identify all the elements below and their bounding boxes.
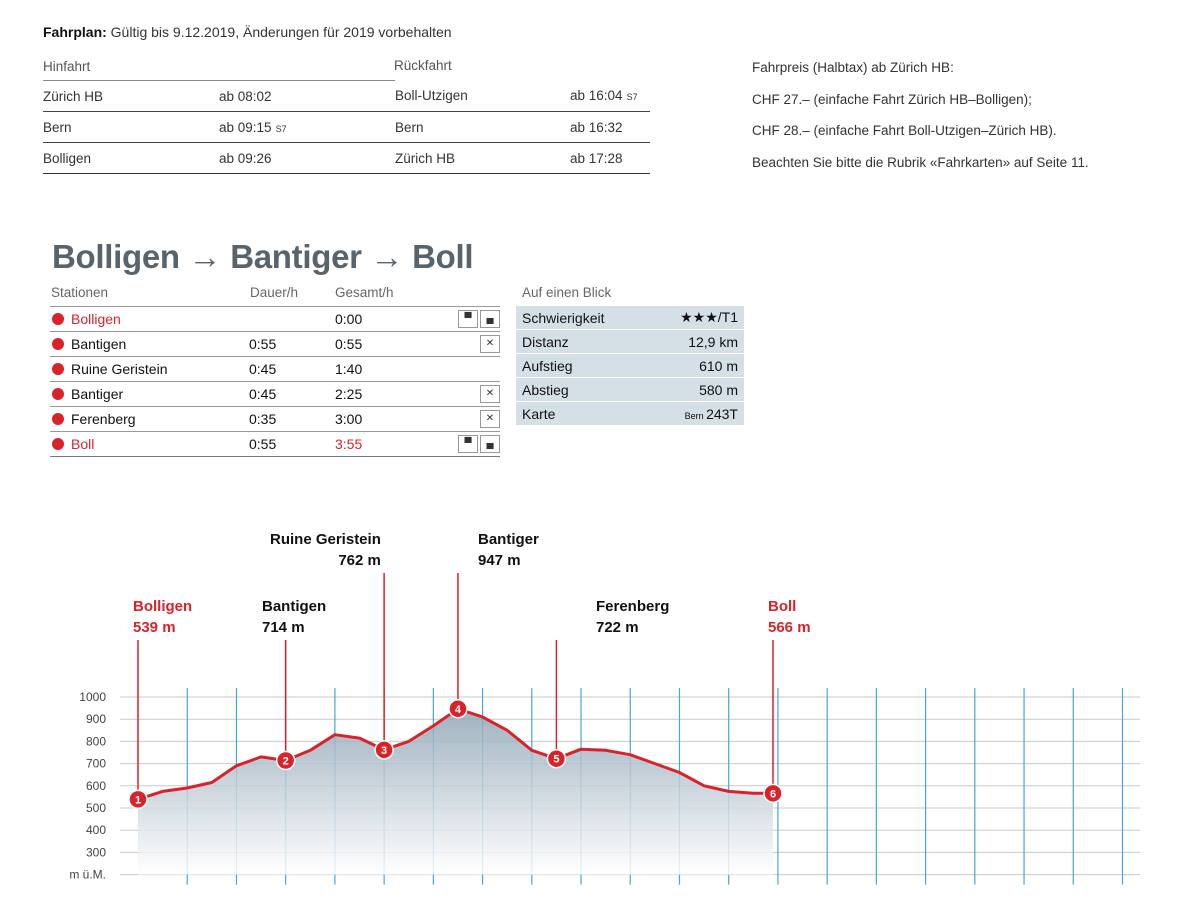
price-info — [752, 52, 1089, 178]
station-name: Ruine Geristein — [71, 361, 168, 377]
station-name-cell — [50, 307, 249, 332]
station-cell: Bern — [395, 112, 570, 143]
price-line: CHF 28.– (einfache Fahrt Boll-Utzigen–Zürich HB). — [752, 123, 1057, 138]
waypoint-number: 4 — [454, 703, 462, 716]
stations-table — [50, 306, 500, 457]
bus-icon: ▀ — [458, 310, 478, 328]
y-tick-label: 800 — [85, 734, 106, 749]
waypoint-elevation: 539 m — [133, 619, 176, 636]
waypoint-elevation: 947 m — [478, 552, 521, 569]
glance-row — [516, 306, 744, 330]
glance-label: Aufstieg — [516, 354, 647, 378]
train-icon: ▄ — [480, 435, 500, 453]
station-name: Bantigen — [71, 336, 127, 352]
glance-value: ★★★/T1 — [647, 306, 744, 330]
station-number-badge — [52, 313, 64, 325]
waypoint-name: Ruine Geristein — [270, 531, 381, 548]
time-cell: ab 16:04 S7 — [570, 81, 650, 112]
outbound-table — [43, 52, 650, 174]
y-tick-label: 300 — [85, 845, 106, 860]
station-name-cell — [50, 382, 249, 407]
glance-value-prefix: Bern — [684, 410, 707, 421]
duration-cell: 0:45 — [249, 382, 335, 407]
waypoint-number: 3 — [381, 744, 388, 757]
duration-cell: 0:35 — [249, 407, 335, 432]
station-number-badge — [52, 363, 64, 375]
outbound-header: Hinfahrt — [43, 52, 395, 81]
amenity-icons — [450, 432, 500, 457]
restaurant-icon: ✕ — [480, 385, 500, 403]
waypoint-number: 5 — [553, 753, 560, 766]
time-cell: ab 09:26 — [219, 143, 395, 174]
return-header: Rückfahrt — [394, 58, 452, 73]
glance-row — [516, 402, 744, 426]
glance-value: 610 m — [647, 354, 744, 378]
station-name-cell — [50, 407, 249, 432]
amenity-icons — [450, 332, 500, 357]
amenity-icons — [450, 382, 500, 407]
y-unit-label: m ü.M. — [69, 867, 106, 882]
waypoint-elevation: 722 m — [596, 619, 639, 636]
glance-row — [516, 330, 744, 354]
y-tick-label: 600 — [85, 778, 106, 793]
waypoint-name: Bolligen — [133, 598, 193, 615]
waypoint-name: Bantigen — [262, 598, 327, 615]
amenity-icons — [450, 307, 500, 332]
y-tick-label: 1000 — [79, 690, 106, 704]
glance-label: Distanz — [516, 330, 647, 354]
route-title: Bolligen → Bantiger → Boll — [52, 238, 474, 275]
station-number-badge — [52, 413, 64, 425]
time-cell: ab 09:15 S7 — [219, 112, 395, 143]
total-cell: 3:00 — [335, 407, 450, 432]
glance-row — [516, 378, 744, 402]
waypoint-name: Ferenberg — [596, 598, 670, 615]
time-cell: ab 16:32 — [570, 112, 650, 143]
stations-header: Stationen — [51, 285, 109, 300]
waypoint-label — [768, 596, 811, 638]
glance-table — [516, 306, 744, 426]
station-name: Boll — [71, 436, 95, 452]
duration-header: Dauer/h — [250, 285, 299, 300]
waypoint-elevation: 566 m — [768, 619, 811, 636]
waypoint-label — [262, 596, 326, 638]
duration-cell — [249, 307, 335, 332]
waypoint-name: Bantiger — [478, 531, 539, 548]
station-row — [50, 432, 500, 457]
y-tick-label: 400 — [85, 823, 106, 838]
train-icon: ▄ — [480, 310, 500, 328]
station-number-badge — [52, 338, 64, 350]
station-cell: Zürich HB — [43, 81, 219, 112]
waypoint-name: Boll — [768, 598, 797, 615]
amenity-icons — [450, 407, 500, 432]
total-cell: 0:00 — [335, 307, 450, 332]
station-number-badge — [52, 438, 64, 450]
y-tick-label: 700 — [85, 756, 106, 771]
price-line: CHF 27.– (einfache Fahrt Zürich HB–Bolligen); — [752, 91, 1032, 107]
station-row — [50, 332, 500, 357]
station-cell: Zürich HB — [395, 143, 570, 174]
glance-value: 580 m — [647, 378, 744, 402]
station-name-cell — [50, 332, 249, 357]
bus-icon: ▀ — [458, 435, 478, 453]
waypoint-number: 6 — [769, 788, 777, 801]
glance-value: Bern 243T — [647, 402, 744, 426]
waypoint-label — [270, 529, 381, 571]
price-title: Fahrpreis (Halbtax) ab Zürich HB: — [752, 60, 954, 75]
station-cell: Boll-Utzigen — [395, 81, 570, 112]
duration-cell: 0:55 — [249, 432, 335, 457]
station-name-cell — [50, 357, 249, 382]
y-tick-label: 900 — [85, 712, 106, 727]
table-row — [43, 143, 650, 174]
duration-cell: 0:45 — [249, 357, 335, 382]
total-header: Gesamt/h — [335, 285, 394, 300]
glance-title: Auf einen Blick — [522, 285, 612, 300]
station-row — [50, 357, 500, 382]
table-row — [43, 112, 650, 143]
total-cell: 1:40 — [335, 357, 450, 382]
profile-area — [138, 709, 773, 875]
schedule-title: Fahrplan: Gültig bis 9.12.2019, Änderungen für 2019 vorbehalten — [43, 24, 452, 40]
glance-row — [516, 354, 744, 378]
total-cell: 2:25 — [335, 382, 450, 407]
waypoint-number: 2 — [282, 755, 289, 768]
waypoint-label — [133, 596, 192, 638]
station-name-cell — [50, 432, 249, 457]
station-row — [50, 407, 500, 432]
glance-value: 12,9 km — [647, 330, 744, 354]
waypoint-number: 1 — [134, 794, 142, 807]
table-row — [43, 81, 650, 112]
duration-cell: 0:55 — [249, 332, 335, 357]
restaurant-icon: ✕ — [480, 335, 500, 353]
glance-label: Abstieg — [516, 378, 647, 402]
time-cell: ab 08:02 — [219, 81, 395, 112]
waypoint-elevation: 762 m — [338, 552, 381, 569]
amenity-icons — [450, 357, 500, 382]
elevation-chart — [0, 470, 1200, 900]
glance-label: Schwierigkeit — [516, 306, 647, 330]
station-name: Bantiger — [71, 386, 124, 402]
waypoint-label — [478, 529, 539, 571]
glance-label: Karte — [516, 402, 647, 426]
station-row — [50, 382, 500, 407]
price-line: Beachten Sie bitte die Rubrik «Fahrkarten» auf Seite 11. — [752, 154, 1089, 170]
time-cell: ab 17:28 — [570, 143, 650, 174]
station-cell: Bolligen — [43, 143, 219, 174]
station-number-badge — [52, 388, 64, 400]
waypoint-label — [596, 596, 669, 638]
total-cell: 0:55 — [335, 332, 450, 357]
station-cell: Bern — [43, 112, 219, 143]
elevation-profile — [0, 470, 1200, 900]
restaurant-icon: ✕ — [480, 410, 500, 428]
station-name: Ferenberg — [71, 411, 136, 427]
station-row — [50, 307, 500, 332]
y-tick-label: 500 — [85, 801, 106, 815]
total-cell: 3:55 — [335, 432, 450, 457]
station-name: Bolligen — [71, 311, 121, 327]
waypoint-elevation: 714 m — [262, 619, 305, 636]
